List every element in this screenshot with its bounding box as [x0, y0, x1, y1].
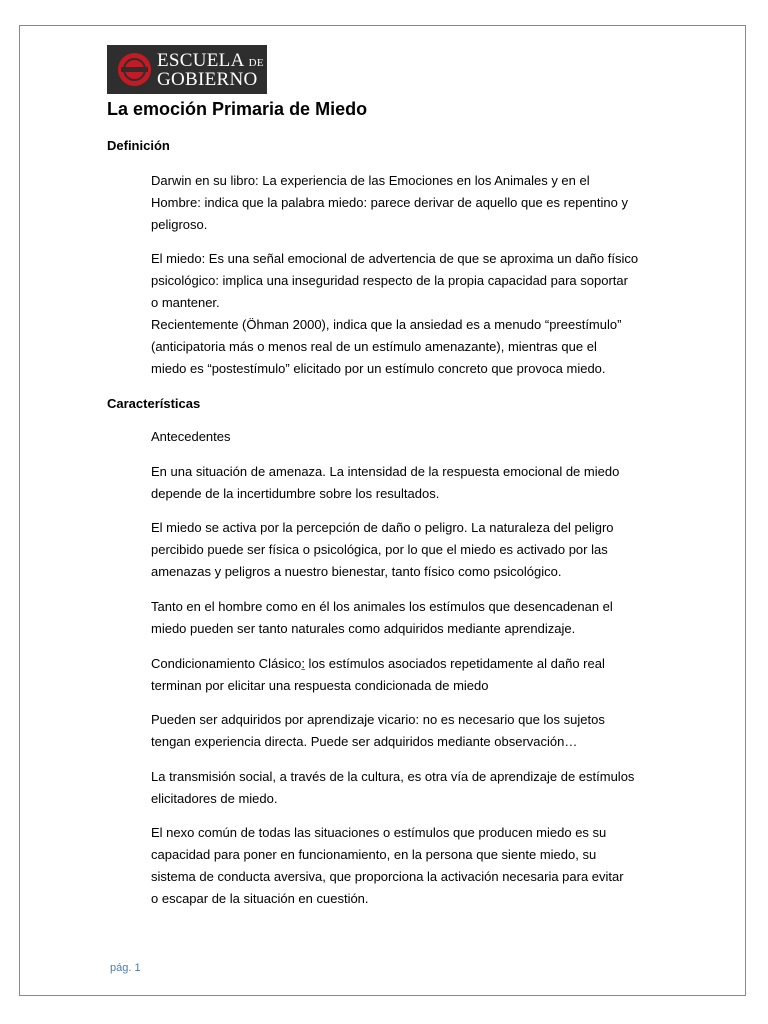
logo-line-2: GOBIERNO [157, 69, 258, 90]
document-title: La emoción Primaria de Miedo [107, 99, 368, 119]
paragraph-estimulos: Tanto en el hombre como en él los animales los estímulos que desencadenan el miedo pueden ser tanto naturales como adquiridos mediante aprendizaje. [151, 599, 613, 636]
paragraph-nexo-comun: El nexo común de todas las situaciones o estímulos que producen miedo es su capacidad para poner en funcionamiento, en la persona que siente miedo, su sistema de conducta aversiva, que proporciona la activación necesaria para evitar o escapar de la situación en cuestión. [151, 825, 624, 906]
emblem-icon [118, 53, 151, 86]
page-number: pág. 1 [110, 962, 141, 974]
paragraph-amenaza: En una situación de amenaza. La intensidad de la respuesta emocional de miedo depende de la incertidumbre sobre los resultados. [151, 464, 620, 501]
paragraph-condicionamiento: Condicionamiento Clásico: los estímulos asociados repetidamente al daño real terminan por elicitar una respuesta condicionada de miedo [151, 656, 605, 693]
paragraph-miedo-definicion: El miedo: Es una señal emocional de advertencia de que se aproxima un daño físico psicológico: implica una inseguridad respecto de la propia capacidad para soportar o mantener. Recientemente (Öhman 2000), indica que la ansiedad es a menudo “preestímulo” (anticipatoria más o menos real de un estímulo amenazante), mientras que el miedo es “postestímulo” elicitado por un estímulo concreto que provoca miedo. [151, 251, 639, 376]
paragraph-darwin: Darwin en su libro: La experiencia de las Emociones en los Animales y en el Hombre: indica que la palabra miedo: parece derivar de aquello que es repentino y peligroso. [151, 173, 628, 232]
escuela-de-gobierno-logo [107, 45, 267, 94]
paragraph-transmision-social: La transmisión social, a través de la cultura, es otra vía de aprendizaje de estímulos elicitadores de miedo. [151, 769, 635, 806]
paragraph-percepcion-peligro: El miedo se activa por la percepción de daño o peligro. La naturaleza del peligro percibido puede ser física o psicológica, por lo que el miedo es activado por las amenazas y peligros a nuestro bienestar, tanto físico como psicológico. [151, 520, 614, 579]
paragraph-aprendizaje-vicario: Pueden ser adquiridos por aprendizaje vicario: no es necesario que los sujetos tengan experiencia directa. Puede ser adquiridos mediante observación… [151, 712, 605, 749]
logo-line-1: ESCUELA DE [157, 50, 264, 71]
section-heading-definicion: Definición [107, 138, 170, 153]
paragraph-antecedentes: Antecedentes [151, 429, 231, 444]
section-heading-caracteristicas: Características [107, 396, 201, 411]
